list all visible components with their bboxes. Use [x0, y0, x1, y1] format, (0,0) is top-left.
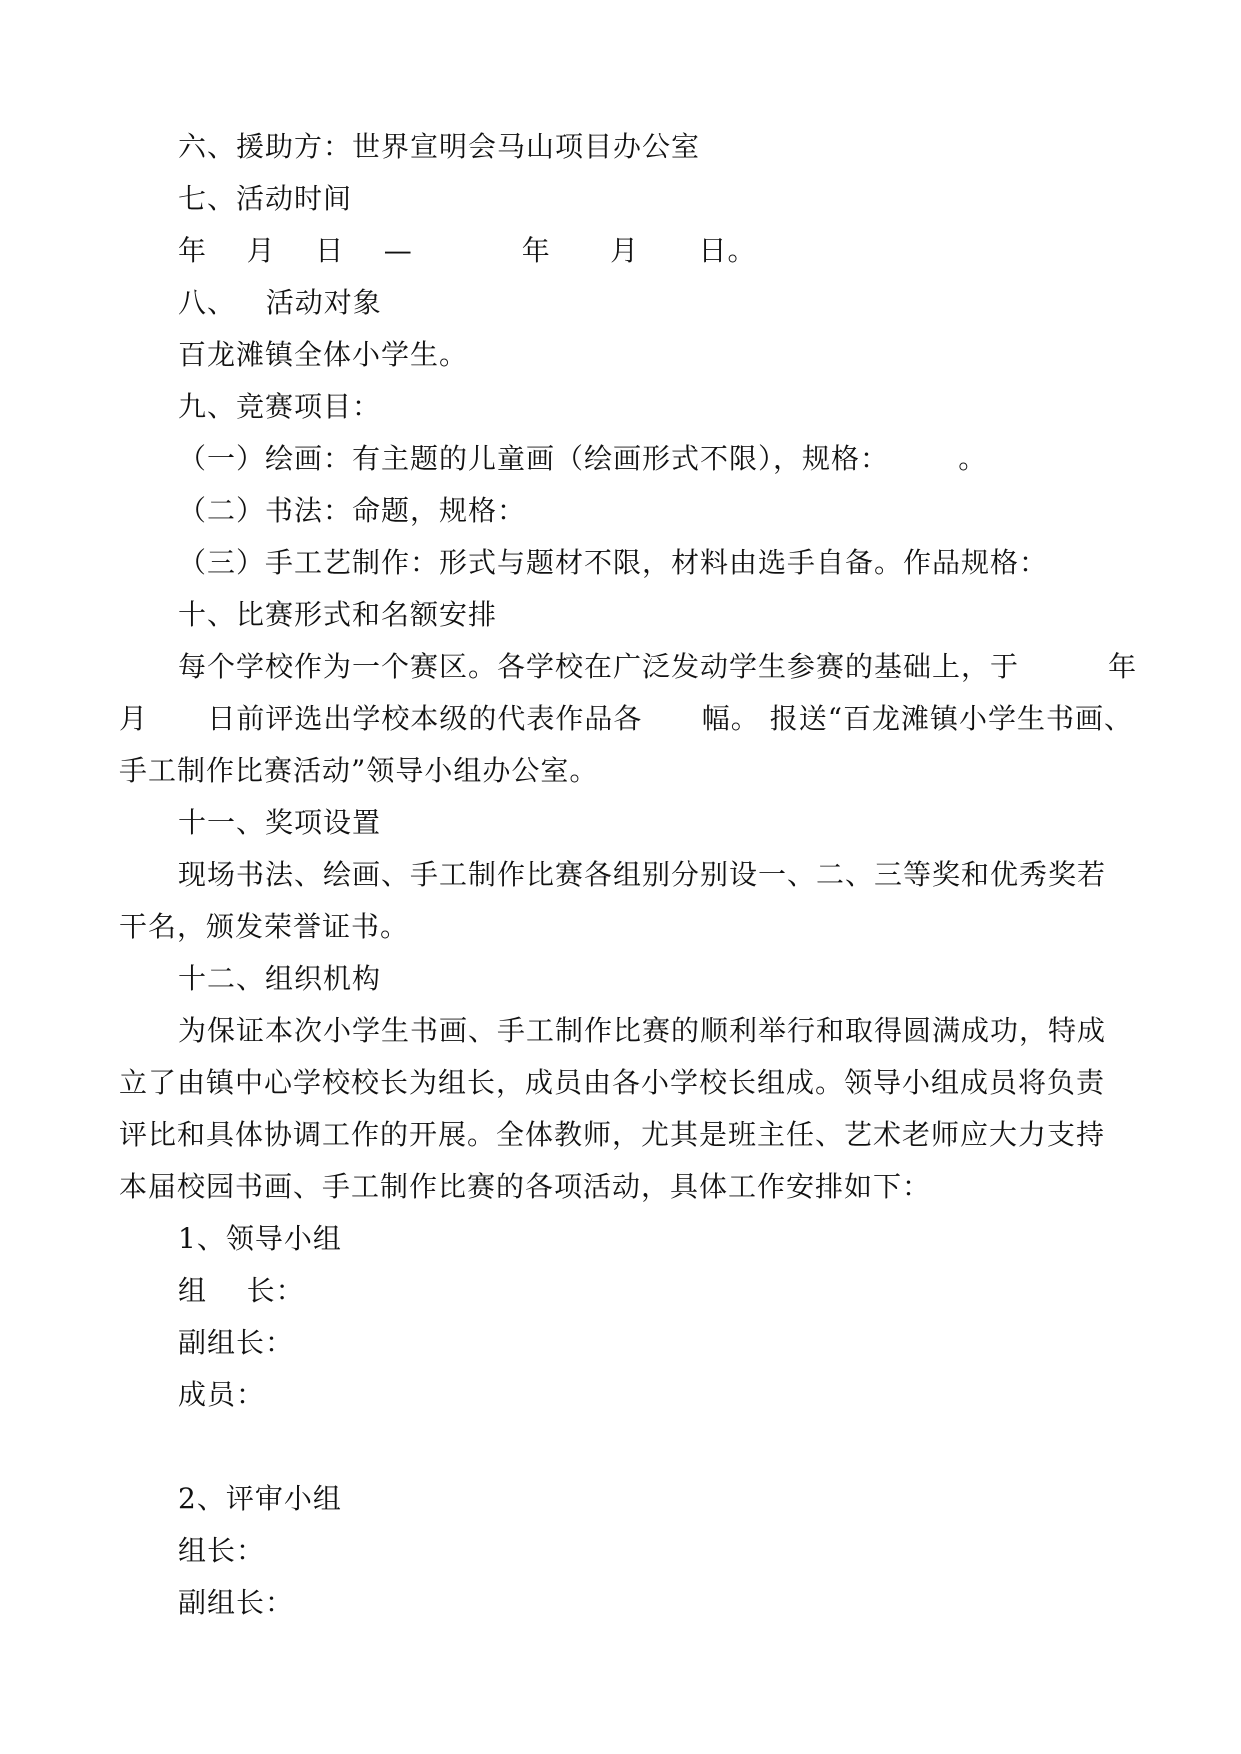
paragraph-line: 立了由镇中心学校校长为组长，成员由各小学校长组成。领导小组成员将负责	[119, 1066, 1106, 1099]
paragraph-line: 月 日前评选出学校本级的代表作品各 幅。 报送“百龙滩镇小学生书画、	[119, 702, 1134, 735]
section-8-heading: 八、 活动对象	[178, 286, 382, 319]
deputy-leader-label: 副组长：	[178, 1326, 295, 1359]
section-12-heading: 十二、组织机构	[178, 962, 382, 995]
paragraph-line: 评比和具体协调工作的开展。全体教师，尤其是班主任、艺术老师应大力支持	[119, 1118, 1106, 1151]
paragraph-line: 现场书法、绘画、手工制作比赛各组别分别设一、二、三等奖和优秀奖若	[178, 858, 1107, 891]
jury-group-heading: 2、评审小组	[178, 1482, 342, 1515]
jury-deputy-leader-label: 副组长：	[178, 1586, 295, 1619]
paragraph-line: 本届校园书画、手工制作比赛的各项活动，具体工作安排如下：	[119, 1170, 932, 1203]
section-9-heading: 九、竞赛项目：	[178, 390, 382, 423]
jury-leader-label: 组长：	[178, 1534, 266, 1567]
item-painting: （一）绘画：有主题的儿童画（绘画形式不限），规格： 。	[178, 442, 988, 475]
paragraph-line: 手工制作比赛活动”领导小组办公室。	[119, 754, 599, 787]
section-6-sponsor: 六、援助方：世界宣明会马山项目办公室	[178, 130, 701, 163]
item-handicraft: （三）手工艺制作：形式与题材不限，材料由选手自备。作品规格：	[178, 546, 1049, 579]
members-label: 成员：	[178, 1378, 266, 1411]
paragraph-line: 干名，颁发荣誉证书。	[119, 910, 410, 943]
section-10-heading: 十、比赛形式和名额安排	[178, 598, 498, 631]
section-7-heading: 七、活动时间	[178, 182, 353, 215]
leadership-group-heading: 1、领导小组	[178, 1222, 342, 1255]
item-calligraphy: （二）书法：命题，规格：	[178, 494, 527, 527]
section-11-heading: 十一、奖项设置	[178, 806, 382, 839]
paragraph-line: 为保证本次小学生书画、手工制作比赛的顺利举行和取得圆满成功，特成	[178, 1014, 1107, 1047]
activity-date-line: 年 月 日 — 年 月 日。	[178, 234, 757, 267]
paragraph-line: 每个学校作为一个赛区。各学校在广泛发动学生参赛的基础上，于 年	[178, 650, 1138, 683]
leader-label: 组 长：	[178, 1274, 305, 1307]
activity-target-text: 百龙滩镇全体小学生。	[178, 338, 469, 371]
